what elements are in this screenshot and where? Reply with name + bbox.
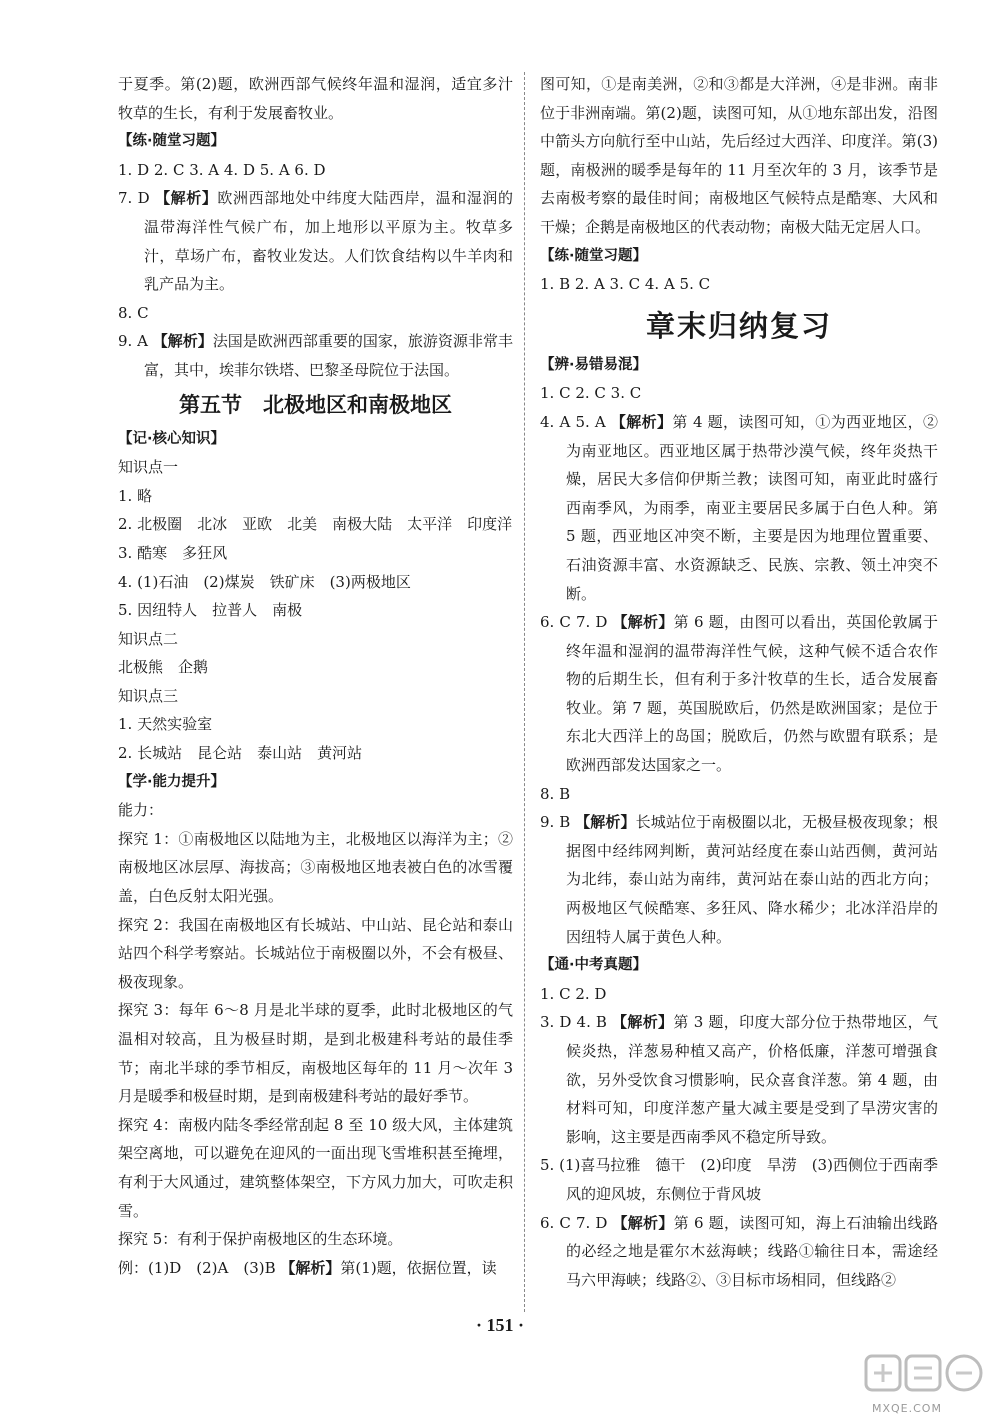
paragraph: 图可知，①是南美洲，②和③都是大洋洲，④是非洲。南非位于非洲南端。第(2)题，读图可知，从①地东部出发，沿图中箭头方向航行至中山站，先后经过大西洋、印度洋。第(3)题，南极洲的暖季是每年的 11 月至次年的 3 月，该季节是去南极考察的最佳时间；南极地区气候特点是酷寒、大风和干燥；企鹅是南极地区的代表动物；南极大陆无定居人口。	[540, 75, 938, 236]
knowledge-point-heading: 知识点二	[118, 629, 179, 648]
answer-item: 9. B 【解析】长城站位于南极圈以北，无极昼极夜现象；根据图中经纬网判断，黄河站经度在泰山站西侧，黄河站为北纬，泰山站为南纬，黄河站在泰山站的西北方向；两极地区气候酷寒、多狂风、降水稀少；北冰洋沿岸的因纽特人属于黄色人种。	[540, 813, 938, 946]
knowledge-item: 1. 天然实验室	[118, 715, 213, 734]
knowledge-point-heading: 知识点一	[118, 458, 179, 477]
knowledge-item: 4. (1)石油 (2)煤炭 铁矿床 (3)两极地区	[118, 572, 411, 591]
answer-item: 7. D 【解析】欧洲西部地处中纬度大陆西岸，温和湿润的温带海洋性气候广布，加上地形以平原为主。牧草多汁，草场广布，畜牧业发达。人们饮食结构以牛羊肉和乳产品为主。	[118, 189, 513, 294]
explore-item: 探究 3：每年 6～8 月是北半球的夏季，此时北极地区的气温相对较高，且为极昼时期，是到北极建科考站的最佳季节；南北半球的季节相反，南极地区每年的 11 月～次年 3 月是暖季和极昼时期，是到南极建科考站的最好季节。	[118, 1001, 513, 1106]
knowledge-item: 5. 因纽特人 拉普人 南极	[118, 601, 303, 620]
chapter-title: 章末归纳复习	[645, 308, 832, 343]
knowledge-point-heading: 知识点三	[118, 686, 179, 705]
column-divider	[524, 72, 525, 1312]
answer-line: 1. D 2. C 3. A 4. D 5. A 6. D	[118, 160, 326, 179]
answer-line: 1. C 2. D	[540, 984, 607, 1003]
answer-line: 8. B	[540, 784, 571, 803]
section-tag: 【记·核心知识】	[118, 430, 226, 447]
page-number: · 151 ·	[475, 1315, 524, 1335]
explore-item: 探究 5：有利于保护南极地区的生态环境。	[118, 1230, 403, 1249]
knowledge-item: 3. 酷寒 多狂风	[118, 543, 228, 562]
answer-item: 4. A 5. A 【解析】第 4 题，读图可知，①为西亚地区，②为南亚地区。西亚地区属于热带沙漠气候，终年炎热干燥，居民大多信仰伊斯兰教；读图可知，南亚此时盛行西南季风，为雨季，南亚主要居民多属于白色人种。第 5 题，西亚地区冲突不断，主要是因为地理位置重要、石油资源丰富、水资源缺乏、民族、宗教、领土冲突不断。	[540, 412, 938, 603]
example-item: 例：(1)D (2)A (3)B 【解析】第(1)题，依据位置，读	[118, 1258, 497, 1277]
answer-item: 3. D 4. B 【解析】第 3 题，印度大部分位于热带地区，气候炎热，洋葱易种植又高产，价格低廉，洋葱可增强食欲，另外受饮食习惯影响，民众喜食洋葱。第 4 题，由材料可知，印度洋葱产量大减主要是受到了旱涝灾害的影响，这主要是西南季风不稳定所导致。	[540, 1013, 938, 1146]
right-column	[540, 70, 938, 1294]
answer-item: 6. C 7. D 【解析】第 6 题，由图可以看出，英国伦敦属于终年温和湿润的温带海洋性气候，这种气候不适合农作物的后期生长，但有利于多汁牧草的生长，适合发展畜牧业。第 7 题，英国脱欧后，仍然是欧洲国家；是位于东北大西洋上的岛国；脱欧后，仍然与欧盟有联系；是欧洲西部发达国家之一。	[540, 613, 938, 775]
answer-line: 1. C 2. C 3. C	[540, 384, 642, 403]
knowledge-item: 2. 长城站 昆仑站 泰山站 黄河站	[118, 744, 363, 763]
section-title: 第五节 北极地区和南极地区	[179, 392, 452, 417]
explore-item: 探究 4：南极内陆冬季经常刮起 8 至 10 级大风，主体建筑架空离地，可以避免在迎风的一面出现飞雪堆积甚至掩埋，有利于大风通过，建筑整体架空，下方风力加大，可吹走积雪。	[118, 1115, 513, 1220]
answer-item: 6. C 7. D 【解析】第 6 题，读图可知，海上石油输出线路的必经之地是霍尔木兹海峡；线路①输往日本，需途经马六甲海峡；线路②、③目标市场相同，但线路②	[540, 1213, 938, 1289]
watermark-url: MXQE.COM	[872, 1402, 942, 1415]
explore-item: 探究 1：①南极地区以陆地为主，北极地区以海洋为主；②南极地区冰层厚、海拔高；③南极地区地表被白色的冰雪覆盖，白色反射太阳光强。	[118, 829, 513, 906]
knowledge-item: 北极熊 企鹅	[118, 658, 209, 677]
section-tag: 【练·随堂习题】	[118, 133, 226, 150]
section-tag: 【学·能力提升】	[118, 773, 226, 790]
section-tag: 【辨·易错易混】	[540, 356, 648, 373]
left-column	[118, 70, 513, 1282]
answer-item: 9. A 【解析】法国是欧洲西部重要的国家，旅游资源非常丰富，其中，埃菲尔铁塔、巴黎圣母院位于法国。	[118, 332, 513, 379]
answer-line: 8. C	[118, 303, 149, 322]
explore-item: 探究 2：我国在南极地区有长城站、中山站、昆仑站和泰山站四个科学考察站。长城站位于南极圈以外，不会有极昼、极夜现象。	[118, 915, 513, 991]
answer-item: 5. (1)喜马拉雅 德干 (2)印度 旱涝 (3)西侧位于西南季风的迎风坡，东侧位于背风坡	[540, 1156, 938, 1203]
knowledge-item: 1. 略	[118, 486, 153, 505]
section-tag: 【练·随堂习题】	[540, 247, 648, 264]
knowledge-item: 2. 北极圈 北冰 亚欧 北美 南极大陆 太平洋 印度洋	[118, 515, 513, 534]
answer-line: 1. B 2. A 3. C 4. A 5. C	[540, 275, 711, 294]
paragraph: 于夏季。第(2)题，欧洲西部气候终年温和湿润，适宜多汁牧草的生长，有利于发展畜牧业。	[118, 75, 513, 122]
section-tag: 【通·中考真题】	[540, 957, 648, 974]
ability-label: 能力：	[118, 801, 164, 820]
